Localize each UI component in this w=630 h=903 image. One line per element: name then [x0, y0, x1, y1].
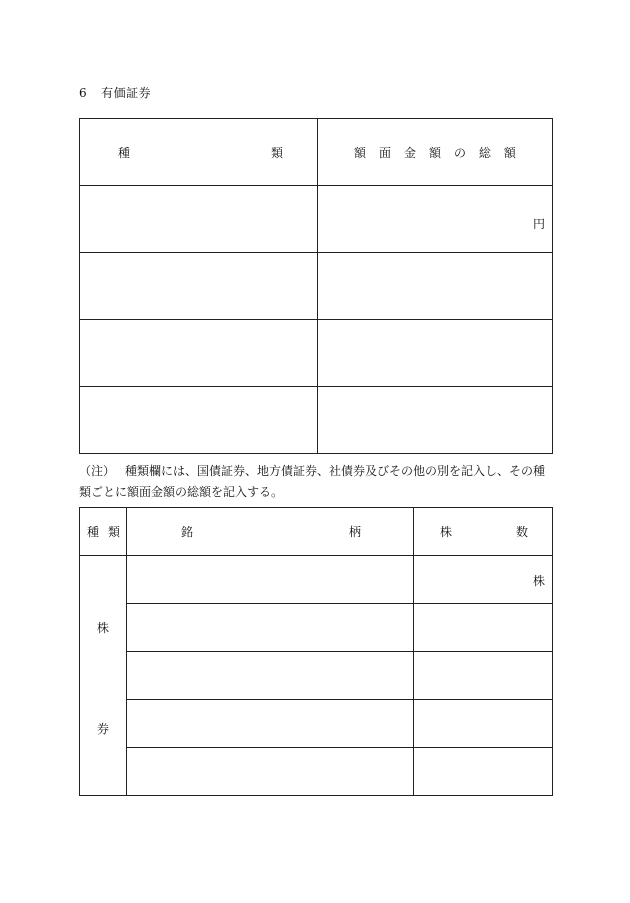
- brand-cell[interactable]: [127, 556, 414, 604]
- stock-kind-cell: [80, 556, 127, 796]
- table-row: [80, 556, 553, 604]
- amount-cell[interactable]: [318, 387, 553, 454]
- kind-label-bottom: 券: [96, 722, 109, 736]
- kind-cell[interactable]: [80, 320, 318, 387]
- amount-cell[interactable]: [318, 253, 553, 320]
- table-row: [80, 748, 553, 796]
- table-row: [80, 604, 553, 652]
- header-face-amount-total: 額 面 金 額 の 総 額: [318, 119, 553, 186]
- header-kind: 種 類: [80, 119, 318, 186]
- brand-cell[interactable]: [127, 604, 414, 652]
- brand-cell[interactable]: [127, 748, 414, 796]
- table-row: [80, 387, 553, 454]
- header-shares: 株 数: [414, 508, 553, 556]
- section-number: 6: [79, 86, 88, 100]
- note-text: 種類欄には、国債証券、地方債証券、社債券及びその他の別を記入し、その種類ごとに額面金額の総額を記入する。: [79, 464, 546, 499]
- amount-cell[interactable]: [318, 186, 553, 253]
- note-label: （注）: [79, 464, 116, 478]
- table-header-row: [80, 508, 553, 556]
- kind-cell[interactable]: [80, 253, 318, 320]
- shares-cell[interactable]: [414, 604, 553, 652]
- shares-unit: 株: [532, 574, 545, 588]
- kind-cell[interactable]: [80, 186, 318, 253]
- amount-cell[interactable]: [318, 320, 553, 387]
- table-row: [80, 700, 553, 748]
- brand-cell[interactable]: [127, 652, 414, 700]
- shares-cell[interactable]: [414, 748, 553, 796]
- section-title: 有価証券: [101, 86, 152, 100]
- kind-cell[interactable]: [80, 387, 318, 454]
- shares-cell[interactable]: [414, 556, 553, 604]
- kind-label-top: 株: [96, 621, 109, 635]
- table-row: [80, 253, 553, 320]
- note: [79, 461, 555, 503]
- brand-cell[interactable]: [127, 700, 414, 748]
- securities-amount-table: [79, 118, 553, 454]
- header-brand: 銘 柄: [127, 508, 414, 556]
- section-heading: [79, 84, 151, 101]
- shares-cell[interactable]: [414, 700, 553, 748]
- table-header-row: [80, 119, 553, 186]
- table-row: [80, 652, 553, 700]
- table-row: [80, 186, 553, 253]
- yen-unit: 円: [532, 217, 545, 231]
- shares-cell[interactable]: [414, 652, 553, 700]
- stock-certificates-table: [79, 507, 553, 796]
- table-row: [80, 320, 553, 387]
- header-kind: 種 類: [80, 508, 127, 556]
